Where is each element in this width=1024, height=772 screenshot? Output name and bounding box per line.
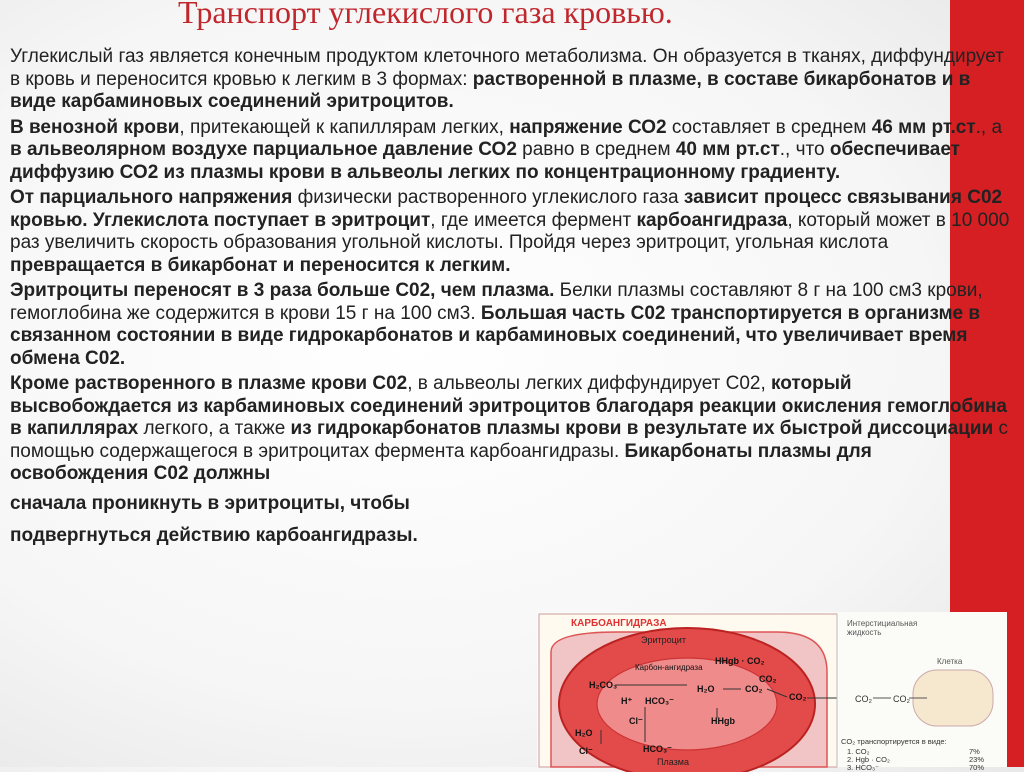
bold-run: 46 мм рт.ст <box>871 116 976 138</box>
slide-title: Транспорт углекислого газа кровью. <box>178 0 673 30</box>
bold-run: 40 мм рт.ст <box>675 139 780 160</box>
svg-text:Cl⁻: Cl⁻ <box>629 716 643 726</box>
bold-run: зависит процесс связывания С02 кровью. Углекислота поступает в эритроцит <box>10 187 1003 231</box>
tail-line-2: подвергнуться действию карбоангидразы. <box>10 524 418 546</box>
bold-run: Кроме растворенного в плазме крови С02 <box>10 373 408 394</box>
svg-text:3. HCO₃⁻: 3. HCO₃⁻ <box>847 763 880 772</box>
svg-text:CO₂: CO₂ <box>759 674 777 684</box>
paragraph-2 <box>10 117 1010 185</box>
text-run: , который может в 10 000 раз увеличить скорость образования угольной кислоты. Пройдя через эритроцит, угольная кислота <box>10 209 1010 253</box>
paragraph-1 <box>10 46 1010 114</box>
text-run: Углекислый газ является конечным продуктом клеточного метаболизма. Он образуется в тканях, диффундирует в кровь и переносится кровью к легким в 3 формах: <box>10 46 1004 90</box>
text-run: физически растворенного углекислого газа <box>292 187 684 208</box>
svg-text:CO₂: CO₂ <box>855 694 872 704</box>
svg-text:7%: 7% <box>969 747 980 756</box>
bold-run: В венозной крови <box>10 116 180 138</box>
carbonic-anhydrase-diagram <box>537 612 1007 772</box>
paragraph-4 <box>10 280 1010 370</box>
bold-run: который высвобождается из карбаминовых соединений эритроцитов благодаря реакции окисления гемоглобина в капиллярах <box>10 373 1007 439</box>
paragraph-3 <box>10 187 1010 277</box>
bold-run: Бикарбонаты плазмы для освобождения С02 должны <box>10 440 872 484</box>
svg-text:HHgb: HHgb <box>711 716 735 726</box>
svg-text:23%: 23% <box>969 755 985 764</box>
paragraph-5 <box>10 373 1010 486</box>
bold-run: Эритроциты переносят в 3 раза больше С02, чем плазма. <box>10 280 555 301</box>
bold-run: растворенной в плазме, в составе бикарбонатов и в виде карбаминовых соединений эритроцитов. <box>10 68 971 112</box>
svg-text:H⁺: H⁺ <box>621 696 633 706</box>
text-run: составляет в среднем <box>666 116 872 138</box>
svg-text:HCO₃⁻: HCO₃⁻ <box>643 744 672 754</box>
svg-text:HHgb · CO₂: HHgb · CO₂ <box>715 656 765 666</box>
svg-text:H₂O: H₂O <box>697 684 715 694</box>
svg-text:Cl⁻: Cl⁻ <box>579 746 593 756</box>
text-run: Белки плазмы составляют 8 г на 100 см3 крови, гемоглобина же содержится в крови 15 г на 100 см3. <box>10 280 983 324</box>
svg-text:Карбон-ангидраза: Карбон-ангидраза <box>635 663 703 672</box>
svg-text:1. CO₂: 1. CO₂ <box>847 747 870 756</box>
svg-text:HCO₃⁻: HCO₃⁻ <box>645 696 674 706</box>
interstitial-label: Интерстициальная жидкость <box>847 619 918 637</box>
svg-text:CO₂ транспортируется в виде:: CO₂ транспортируется в виде: <box>841 737 947 746</box>
text-run: с помощью содержащегося в эритроцитах фермента карбоангидразы. <box>10 418 1009 462</box>
body-text <box>10 46 1010 550</box>
bold-run: из гидрокарбонатов плазмы крови в результате их быстрой диссоциации <box>290 418 994 439</box>
bold-run: напряжение СО2 <box>509 116 667 138</box>
text-run: ., что <box>779 139 830 160</box>
diagram-title: КАРБОАНГИДРАЗА <box>571 618 667 629</box>
svg-text:CO₂: CO₂ <box>789 692 807 702</box>
erythrocyte-label: Эритроцит <box>641 635 686 645</box>
svg-text:H₂CO₃: H₂CO₃ <box>589 680 618 690</box>
cell-label: Клетка <box>937 657 963 666</box>
text-run: , где имеется фермент <box>430 209 637 231</box>
text-run: , притекающей к капиллярам легких, <box>179 116 510 138</box>
text-run: равно в среднем <box>516 139 676 160</box>
svg-text:H₂O: H₂O <box>575 728 593 738</box>
bold-run: Большая часть С02 транспортируется в организме в связанном состоянии в виде гидрокарбонатов и карбаминовых соединений, что увеличивает время обмена С02. <box>10 302 981 369</box>
tail-line-1: сначала проникнуть в эритроциты, чтобы <box>10 492 410 514</box>
bold-run: От парциального напряжения <box>10 187 293 208</box>
svg-text:CO₂: CO₂ <box>893 694 910 704</box>
svg-text:70%: 70% <box>969 763 985 772</box>
svg-text:2. Hgb · CO₂: 2. Hgb · CO₂ <box>847 755 890 764</box>
bold-run: обеспечивает диффузию СО2 из плазмы крови в альвеолы легких по концентрационному градиенту. <box>10 139 960 183</box>
text-run: , в альвеолы легких диффундирует С02, <box>407 373 772 394</box>
bold-run: карбоангидраза <box>636 209 788 231</box>
text-run: легкого, а также <box>138 418 291 439</box>
svg-text:CO₂: CO₂ <box>745 684 763 694</box>
plasma-label: Плазма <box>657 757 689 767</box>
bold-run: в альвеолярном воздухе парциальное давление СО2 <box>10 139 517 160</box>
text-run: ., а <box>975 116 1003 138</box>
bold-run: превращается в бикарбонат и переносится к легким. <box>10 254 511 276</box>
